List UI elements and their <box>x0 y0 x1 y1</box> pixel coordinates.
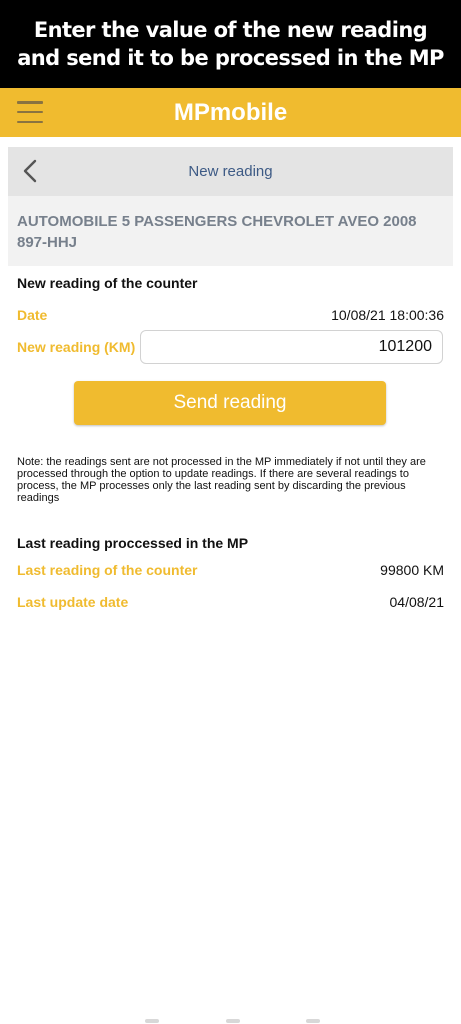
processing-note: Note: the readings sent are not processed in the MP immediately if not until they are processed through the option to update readings. If there are several readings to process, the MP processes only the last reading sent by discarding the previous readings <box>17 456 426 504</box>
vehicle-name: AUTOMOBILE 5 PASSENGERS CHEVROLET AVEO 2008 897-HHJ <box>17 213 417 251</box>
app-bar <box>0 88 461 137</box>
chevron-left-icon[interactable] <box>20 158 40 184</box>
last-counter-value: 99800 KM <box>380 562 444 578</box>
date-value: 10/08/21 18:00:36 <box>331 307 444 323</box>
new-reading-input[interactable] <box>140 330 443 364</box>
bottom-toolbar-hint <box>145 1019 320 1024</box>
last-update-value: 04/08/21 <box>389 594 444 610</box>
new-reading-label: New reading (KM) <box>17 339 136 355</box>
last-reading-heading: Last reading proccessed in the MP <box>17 535 249 551</box>
banner-line-2: and send it to be processed in the MP <box>17 46 444 70</box>
new-reading-heading: New reading of the counter <box>17 275 198 291</box>
send-reading-button[interactable]: Send reading <box>74 381 386 425</box>
banner-line-1: Enter the value of the new reading <box>33 18 428 42</box>
app-title: MPmobile <box>173 98 288 126</box>
nav-bar <box>8 147 453 196</box>
last-update-label: Last update date <box>17 594 129 610</box>
page-title: New reading <box>188 163 273 180</box>
instruction-banner <box>0 0 461 88</box>
date-label: Date <box>17 307 48 323</box>
hamburger-icon[interactable] <box>17 99 43 125</box>
last-counter-label: Last reading of the counter <box>17 562 198 578</box>
